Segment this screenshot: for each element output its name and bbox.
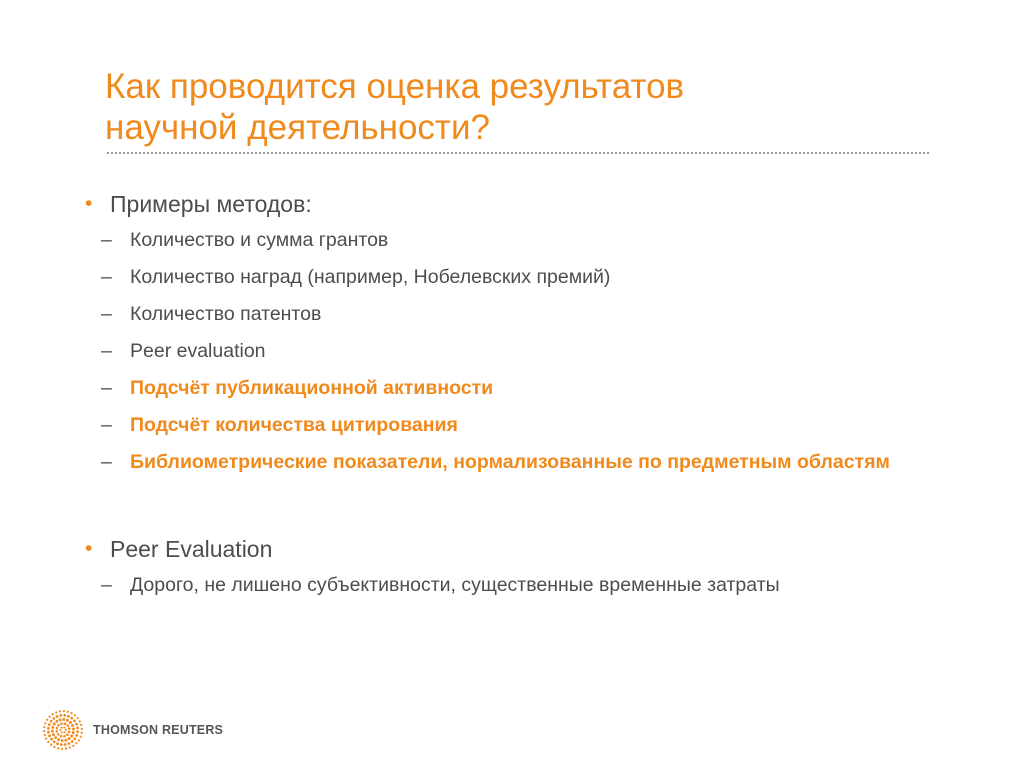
list-item-bibliometric-indicators <box>85 450 915 475</box>
bullet-methods <box>85 190 915 218</box>
list-item-grants <box>85 228 915 253</box>
dash-marker: – <box>101 340 112 362</box>
dash-marker: – <box>101 303 112 325</box>
list-item-text: Количество патентов <box>130 303 322 325</box>
slide-content <box>85 190 915 610</box>
dash-marker: – <box>101 377 112 399</box>
dash-marker: – <box>101 574 112 596</box>
bullet-text: Peer Evaluation <box>110 536 273 562</box>
title-line-2: научной деятельности? <box>105 108 490 147</box>
list-item-text: Подсчёт количества цитирования <box>130 414 458 436</box>
logo-text: THOMSON REUTERS <box>93 723 224 737</box>
slide-title <box>105 66 925 148</box>
list-item-text: Peer evaluation <box>130 340 266 362</box>
bullet-text: Примеры методов: <box>110 191 312 217</box>
list-item-peer-evaluation <box>85 339 915 364</box>
list-item-text: Количество и сумма грантов <box>130 229 389 251</box>
dash-marker: – <box>101 266 112 288</box>
list-item-patents <box>85 302 915 327</box>
list-item-publication-activity <box>85 376 915 401</box>
peer-evaluation-list <box>85 573 915 598</box>
list-item-citation-count <box>85 413 915 438</box>
list-item-text: Подсчёт публикационной активности <box>130 377 494 399</box>
thomson-reuters-logo <box>40 707 223 753</box>
list-item-text: Количество наград (например, Нобелевских премий) <box>130 266 611 288</box>
dash-marker: – <box>101 451 112 473</box>
bullet-group-peer-evaluation <box>85 535 915 598</box>
thomson-reuters-dot-sphere-icon <box>40 707 86 753</box>
bullet-marker: • <box>85 192 93 215</box>
title-divider <box>107 152 929 154</box>
methods-list <box>85 228 915 475</box>
list-item-awards <box>85 265 915 290</box>
list-item-text: Дорого, не лишено субъективности, существенные временные затраты <box>130 574 780 596</box>
bullet-peer-evaluation <box>85 535 915 563</box>
dash-marker: – <box>101 414 112 436</box>
title-line-1: Как проводится оценка результатов <box>105 67 685 106</box>
bullet-group-methods <box>85 190 915 475</box>
bullet-marker: • <box>85 537 93 560</box>
list-item-text: Библиометрические показатели, нормализованные по предметным областям <box>130 451 890 473</box>
list-item-costly <box>85 573 915 598</box>
dash-marker: – <box>101 229 112 251</box>
